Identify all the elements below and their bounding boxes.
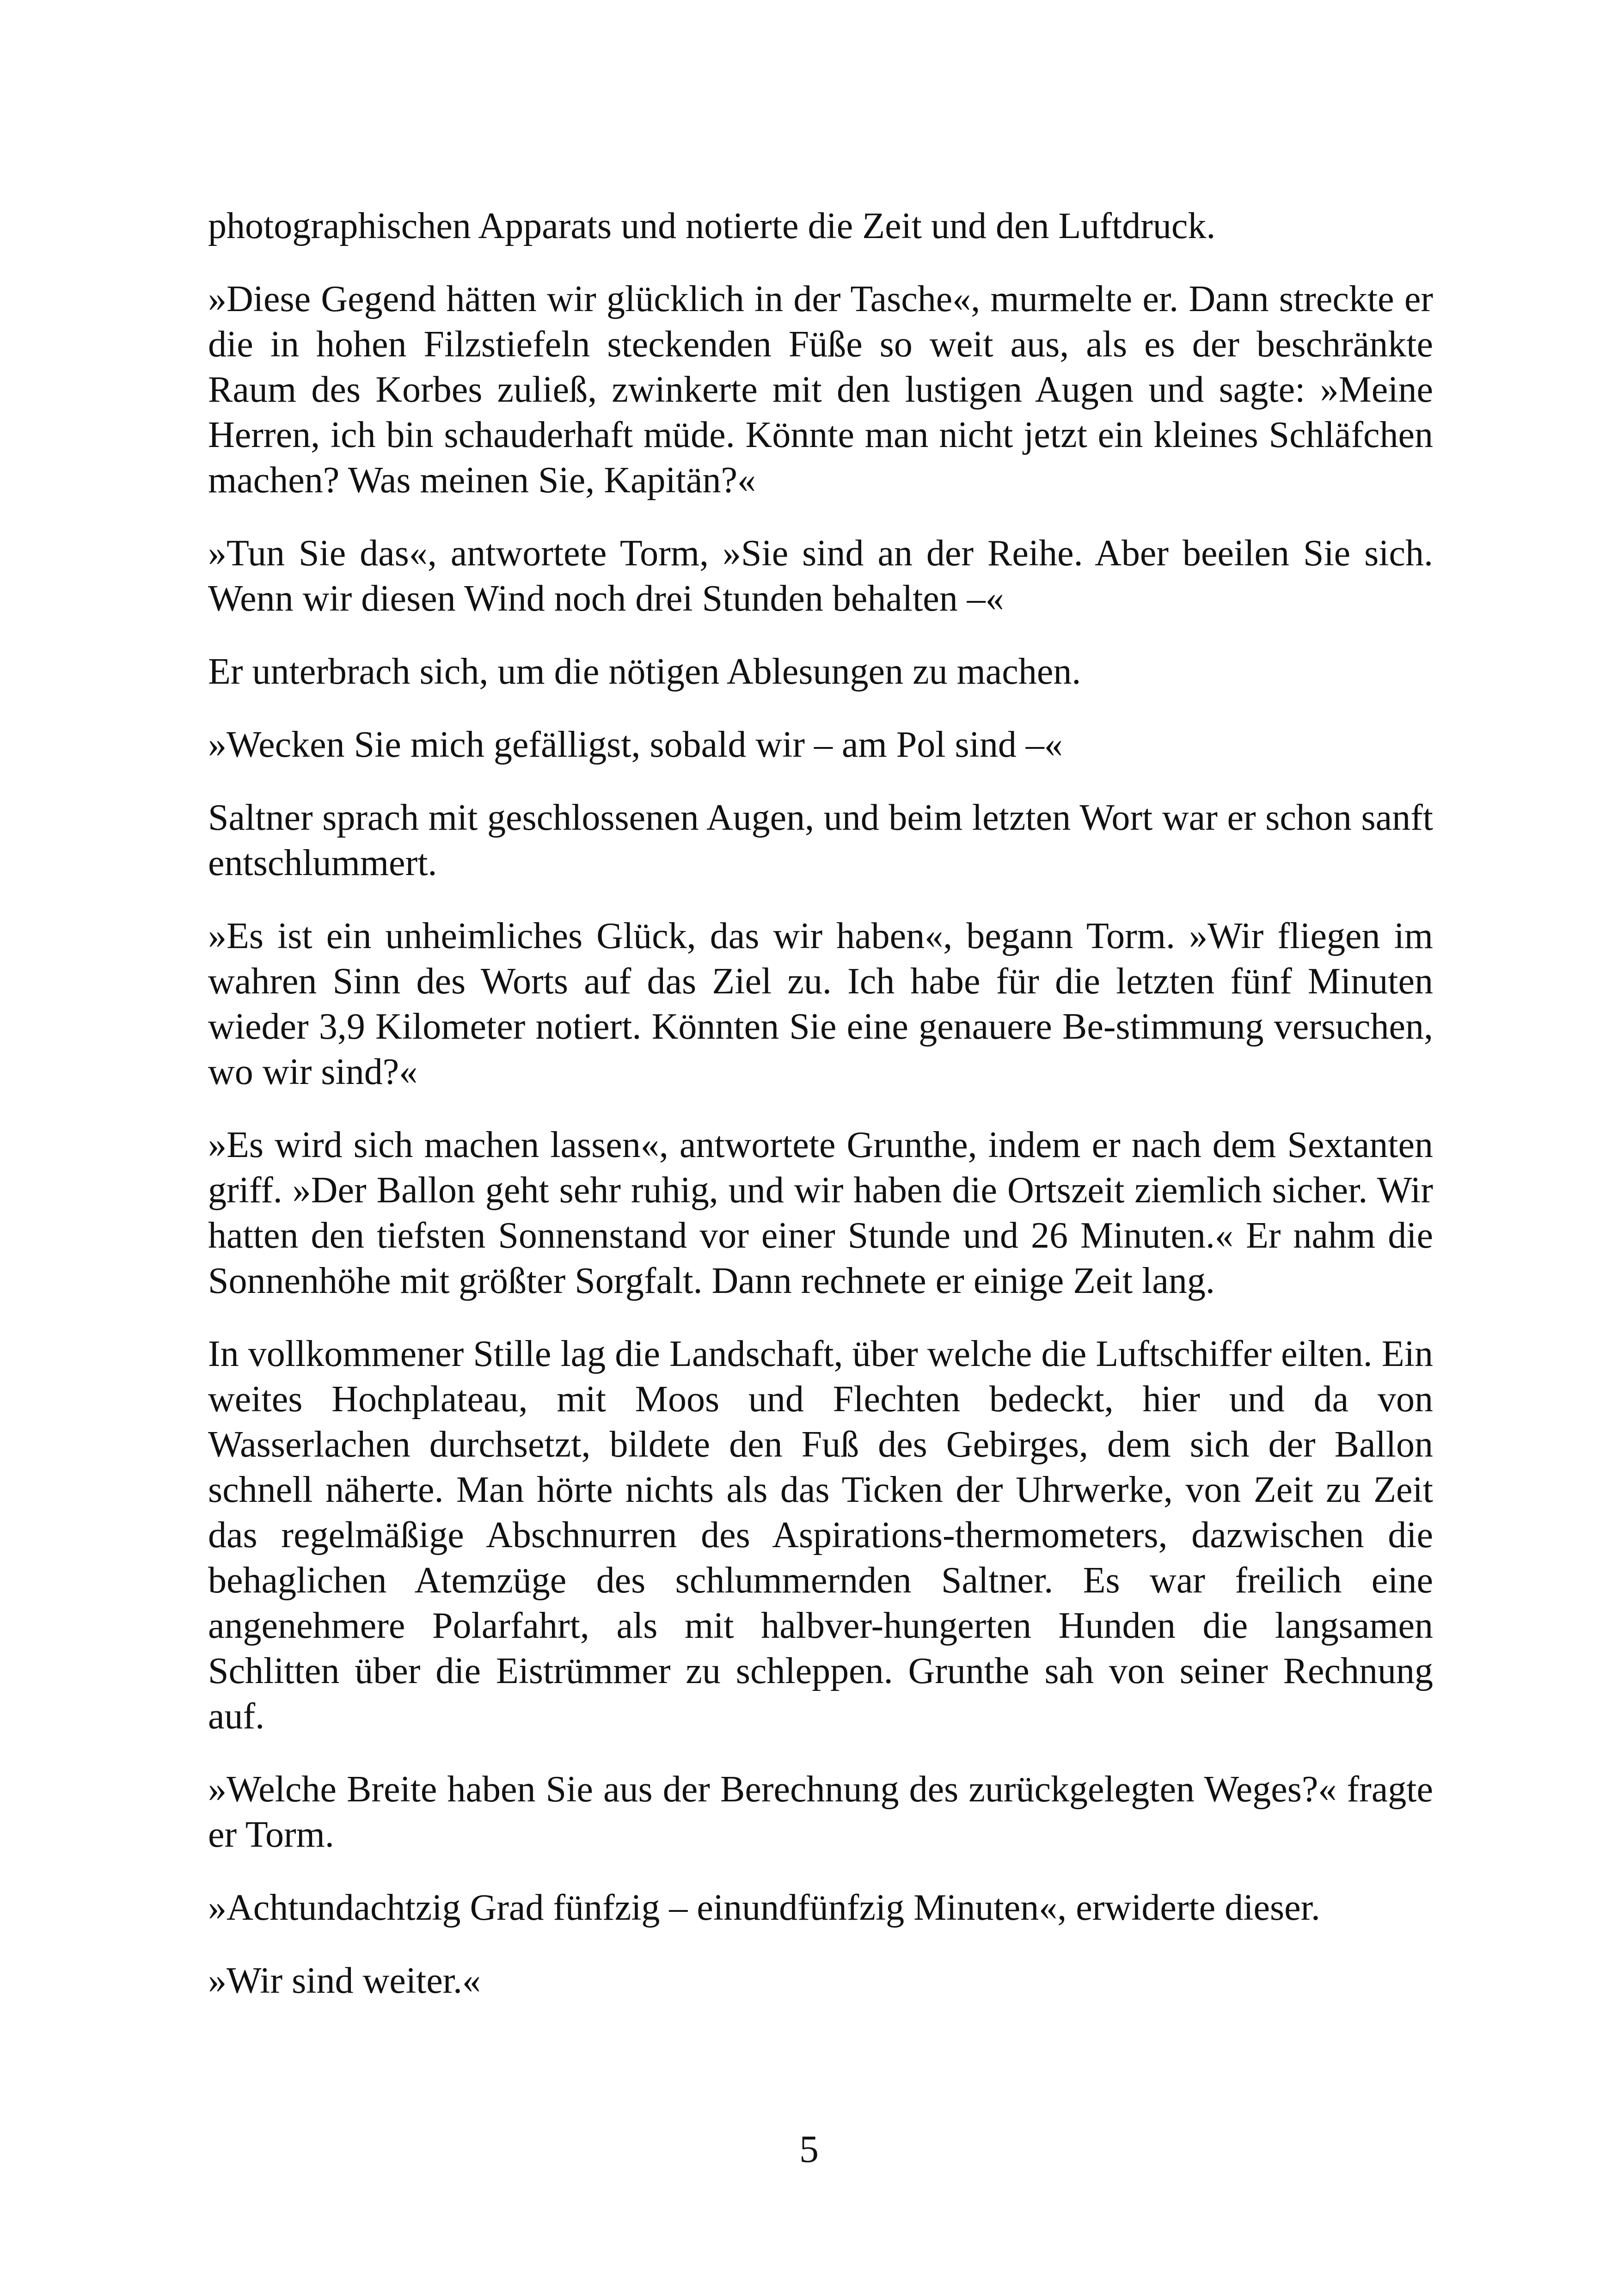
paragraph-12: »Wir sind weiter.« <box>208 1960 481 2001</box>
paragraph-11: »Achtundachtzig Grad fünfzig – einundfünfzig Minuten«, erwiderte dieser. <box>208 1887 1320 1928</box>
page-number: 5 <box>799 2128 819 2171</box>
paragraph-10: »Welche Breite haben Sie aus der Berechnung des zurückgelegten Weges?« fragte er Torm. <box>208 1769 1433 1855</box>
paragraph-1: photographischen Apparats und notierte die Zeit und den Luftdruck. <box>208 206 1216 246</box>
paragraph-8: »Es wird sich machen lassen«, antwortete Grunthe, indem er nach dem Sextanten griff. »Der Ballon geht sehr ruhig, und wir haben die Ortszeit ziemlich sicher. Wir hatten den tiefsten Sonnenstand vor einer Stunde und 26 Minuten.« Er nahm die Sonnenhöhe mit größter Sorgfalt. Dann rechnete er einige Zeit lang. <box>208 1125 1433 1301</box>
paragraph-5: »Wecken Sie mich gefälligst, sobald wir – am Pol sind –« <box>208 724 1063 765</box>
paragraph-9: In vollkommener Stille lag die Landschaft, über welche die Luftschiffer eilten. Ein weites Hochplateau, mit Moos und Flechten bedeckt, hier und da von Wasserlachen durchsetzt, bildete den Fuß des Gebirges, dem sich der Ballon schnell näherte. Man hörte nichts als das Ticken der Uhrwerke, von Zeit zu Zeit das regelmäßige Abschnurren des Aspirations-thermometers, dazwischen die behaglichen Atemzüge des schlummernden Saltner. Es war freilich eine angenehmere Polarfahrt, als mit halbver-hungerten Hunden die langsamen Schlitten über die Eistrümmer zu schleppen. Grunthe sah von seiner Rechnung auf. <box>208 1334 1433 1737</box>
paragraph-3: »Tun Sie das«, antwortete Torm, »Sie sind an der Reihe. Aber beeilen Sie sich. Wenn wir diesen Wind noch drei Stunden behalten –« <box>208 533 1433 619</box>
page-body <box>208 203 1433 2031</box>
paragraph-6: Saltner sprach mit geschlossenen Augen, und beim letzten Wort war er schon sanft entschlummert. <box>208 797 1433 883</box>
paragraph-2: »Diese Gegend hätten wir glücklich in der Tasche«, murmelte er. Dann streckte er die in hohen Filzstiefeln steckenden Füße so weit aus, als es der beschränkte Raum des Korbes zuließ, zwinkerte mit den lustigen Augen und sagte: »Meine Herren, ich bin schauderhaft müde. Könnte man nicht jetzt ein kleines Schläfchen machen? Was meinen Sie, Kapitän?« <box>208 279 1433 501</box>
paragraph-7: »Es ist ein unheimliches Glück, das wir haben«, begann Torm. »Wir fliegen im wahren Sinn des Worts auf das Ziel zu. Ich habe für die letzten fünf Minuten wieder 3,9 Kilometer notiert. Könnten Sie eine genauere Be-stimmung versuchen, wo wir sind?« <box>208 916 1433 1092</box>
paragraph-4: Er unterbrach sich, um die nötigen Ablesungen zu machen. <box>208 651 1081 692</box>
